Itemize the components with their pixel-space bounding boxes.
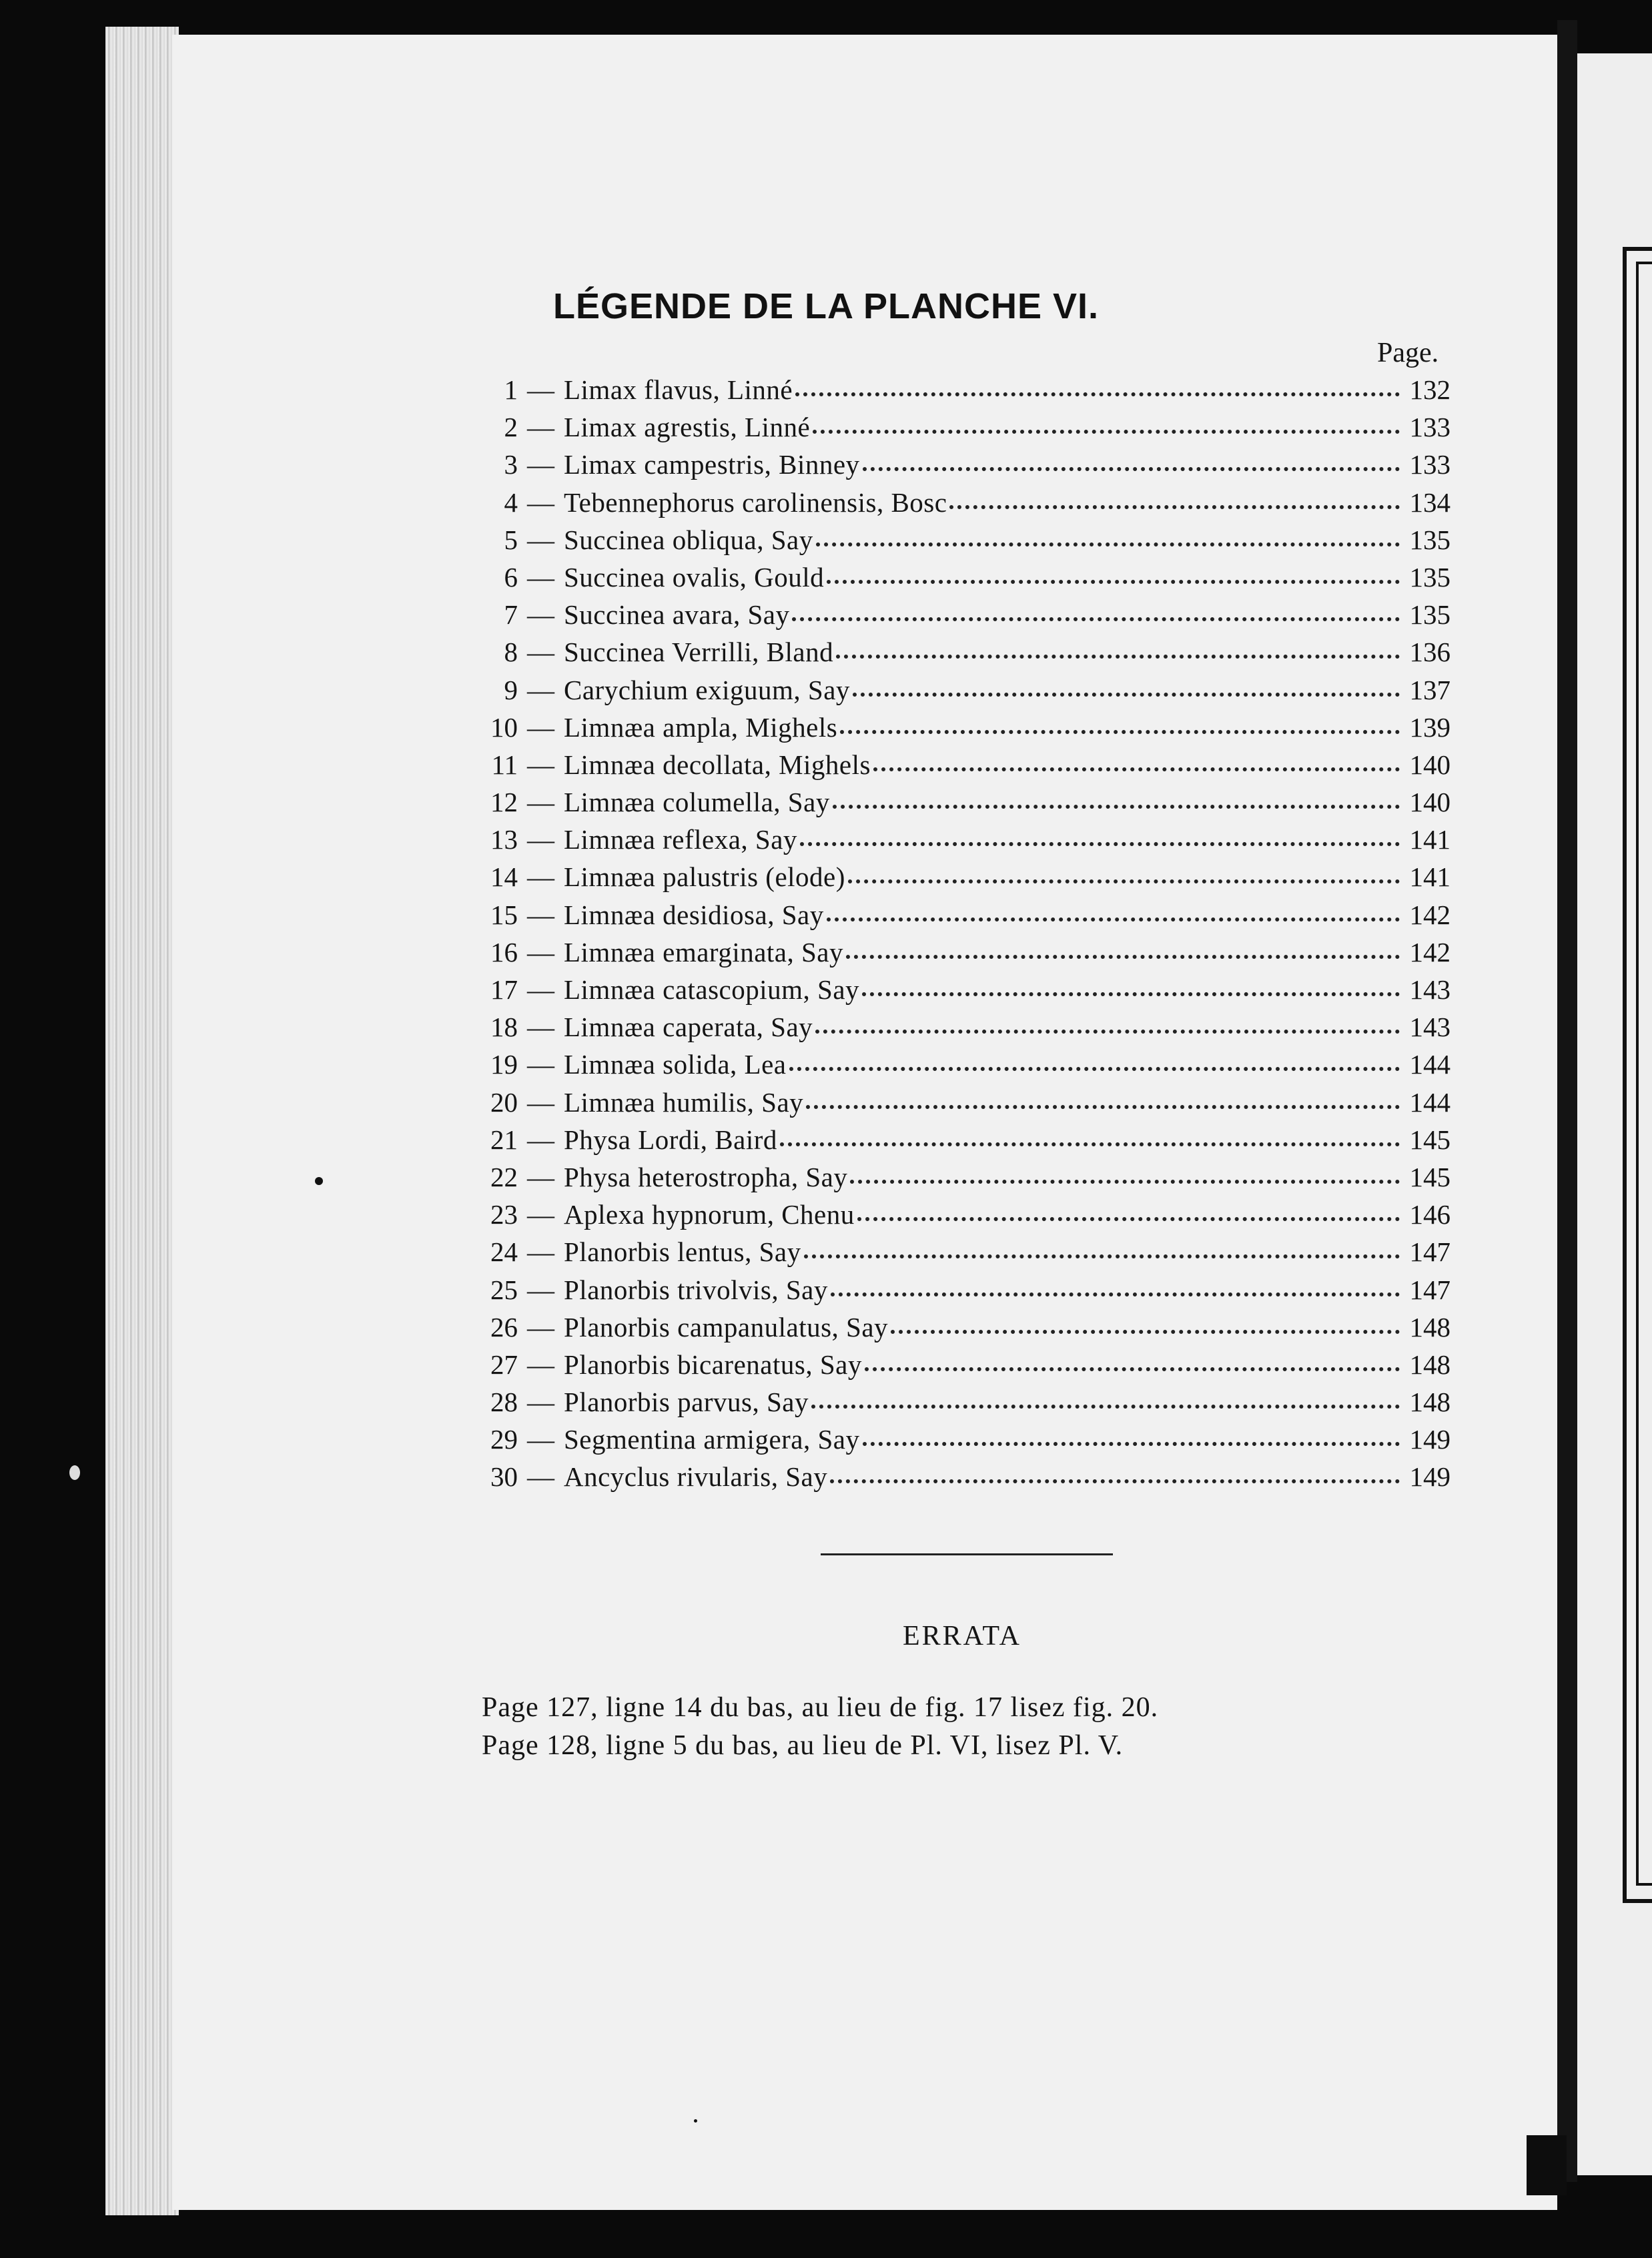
entry-number: 17: [490, 974, 518, 1005]
legend-entry: [480, 974, 1451, 1011]
dot-leader: [949, 505, 1400, 509]
entry-name: Succinea ovalis, Gould: [564, 561, 825, 593]
entry-name: Limnæa columella, Say: [564, 787, 830, 818]
entry-page: 143: [1409, 1012, 1451, 1043]
entry-dash: —: [527, 787, 554, 818]
entry-dash: —: [527, 374, 554, 405]
entry-number: 19: [490, 1049, 518, 1080]
legend-entry: [480, 1011, 1451, 1048]
legend-entry: [480, 786, 1451, 823]
entry-number: 25: [490, 1274, 518, 1305]
legend-entry: [480, 1198, 1451, 1236]
entry-page: 143: [1409, 974, 1451, 1005]
legend-entry: [480, 561, 1451, 599]
entry-name: Limnæa desidiosa, Say: [564, 899, 824, 930]
dot-leader: [862, 992, 1400, 996]
entry-name: Physa Lordi, Baird: [564, 1124, 777, 1155]
entry-page: 137: [1409, 674, 1451, 705]
entry-number: 8: [504, 637, 518, 668]
entry-dash: —: [527, 1274, 554, 1305]
entry-page: 149: [1409, 1461, 1451, 1493]
entry-dash: —: [527, 974, 554, 1005]
entry-page: 133: [1409, 412, 1451, 443]
entry-name: Planorbis trivolvis, Say: [564, 1274, 828, 1305]
entry-name: Limnæa emarginata, Say: [564, 936, 843, 968]
legend-entry: [480, 1349, 1451, 1386]
entry-page: 147: [1409, 1236, 1451, 1268]
dot-leader: [865, 1367, 1400, 1371]
entry-name: Limnæa decollata, Mighels: [564, 749, 871, 780]
dot-leader: [795, 392, 1400, 396]
entry-page: 148: [1409, 1387, 1451, 1418]
ink-speck: [315, 1177, 323, 1185]
entry-number: 9: [504, 674, 518, 705]
entry-number: 21: [490, 1124, 518, 1155]
entry-page: 145: [1409, 1161, 1451, 1192]
legend-entry: [480, 411, 1451, 448]
entry-page: 139: [1409, 711, 1451, 743]
page-corner-shadow: [1527, 2135, 1567, 2195]
legend-entry: [480, 711, 1451, 749]
entry-number: 16: [490, 936, 518, 968]
entry-page: 149: [1409, 1424, 1451, 1455]
entry-page: 135: [1409, 524, 1451, 555]
entry-dash: —: [527, 749, 554, 780]
entry-number: 28: [490, 1387, 518, 1418]
entry-dash: —: [527, 1387, 554, 1418]
entry-name: Planorbis bicarenatus, Say: [564, 1349, 862, 1380]
dot-leader: [780, 1142, 1400, 1146]
page-edges: [105, 27, 179, 2215]
dot-leader: [813, 430, 1400, 434]
entry-dash: —: [527, 1424, 554, 1455]
dot-leader: [873, 767, 1400, 771]
ink-speck: [694, 2119, 697, 2123]
errata-line: Page 128, ligne 5 du bas, au lieu de Pl. VI, lisez Pl. V.: [482, 1730, 1124, 1761]
legend-entry: [480, 599, 1451, 636]
entry-number: 7: [504, 599, 518, 631]
dot-leader: [827, 580, 1400, 584]
entry-name: Planorbis campanulatus, Say: [564, 1311, 889, 1343]
entry-dash: —: [527, 1049, 554, 1080]
entry-number: 6: [504, 561, 518, 593]
entry-page: 142: [1409, 936, 1451, 968]
legend-entry: [480, 1086, 1451, 1124]
entry-name: Limax campestris, Binney: [564, 449, 860, 480]
page-column-header: Page.: [1377, 338, 1439, 368]
entry-page: 141: [1409, 824, 1451, 855]
entry-page: 148: [1409, 1311, 1451, 1343]
dot-leader: [833, 805, 1400, 809]
entry-name: Limnæa ampla, Mighels: [564, 711, 838, 743]
entry-number: 23: [490, 1199, 518, 1230]
entry-dash: —: [527, 524, 554, 555]
dot-leader: [804, 1254, 1400, 1258]
legend-entry: [480, 1048, 1451, 1086]
entry-dash: —: [527, 599, 554, 631]
entry-dash: —: [527, 861, 554, 893]
entry-page: 135: [1409, 561, 1451, 593]
entry-number: 10: [490, 711, 518, 743]
entry-name: Limnæa catascopium, Say: [564, 974, 860, 1005]
legend-entry: [480, 1461, 1451, 1498]
entry-number: 29: [490, 1424, 518, 1455]
dot-leader: [792, 617, 1400, 621]
legend-entry: [480, 1423, 1451, 1461]
legend-entry: [480, 674, 1451, 711]
legend-entry: [480, 749, 1451, 786]
entry-dash: —: [527, 1161, 554, 1192]
entry-page: 148: [1409, 1349, 1451, 1380]
legend-entry: [480, 861, 1451, 898]
entry-dash: —: [527, 824, 554, 855]
entry-name: Ancyclus rivularis, Say: [564, 1461, 828, 1493]
entry-name: Planorbis parvus, Say: [564, 1387, 809, 1418]
entry-number: 1: [504, 374, 518, 405]
entry-dash: —: [527, 1236, 554, 1268]
entry-page: 142: [1409, 899, 1451, 930]
legend-entry: [480, 1161, 1451, 1198]
entry-page: 133: [1409, 449, 1451, 480]
entry-number: 24: [490, 1236, 518, 1268]
entry-dash: —: [527, 1086, 554, 1118]
entry-page: 140: [1409, 749, 1451, 780]
section-divider: [821, 1553, 1113, 1555]
legend-entry: [480, 636, 1451, 673]
entry-dash: —: [527, 637, 554, 668]
entry-page: 147: [1409, 1274, 1451, 1305]
legend-entry: [480, 823, 1451, 861]
entry-name: Limax agrestis, Linné: [564, 412, 811, 443]
entry-name: Segmentina armigera, Say: [564, 1424, 860, 1455]
entry-page: 135: [1409, 599, 1451, 631]
entry-name: Physa heterostropha, Say: [564, 1161, 848, 1192]
legend-entry: [480, 524, 1451, 561]
dot-leader: [806, 1105, 1400, 1109]
entry-page: 136: [1409, 637, 1451, 668]
plate-legend-title: LÉGENDE DE LA PLANCHE VI.: [552, 286, 1100, 326]
entry-dash: —: [527, 1461, 554, 1493]
entry-dash: —: [527, 674, 554, 705]
errata-line: Page 127, ligne 14 du bas, au lieu de fig. 17 lisez fig. 20.: [482, 1692, 1159, 1723]
dot-leader: [811, 1405, 1400, 1409]
legend-entry: [480, 1274, 1451, 1311]
legend-entry: [480, 1311, 1451, 1349]
dot-leader: [863, 467, 1400, 471]
dot-leader: [863, 1442, 1400, 1446]
entry-dash: —: [527, 412, 554, 443]
entry-name: Limnæa solida, Lea: [564, 1049, 787, 1080]
entry-number: 5: [504, 524, 518, 555]
entry-dash: —: [527, 486, 554, 518]
entry-name: Limnæa humilis, Say: [564, 1086, 804, 1118]
dot-leader: [815, 1030, 1400, 1034]
entry-number: 15: [490, 899, 518, 930]
ink-speck: [69, 1465, 80, 1480]
entry-number: 3: [504, 449, 518, 480]
entry-dash: —: [527, 1349, 554, 1380]
entry-number: 22: [490, 1161, 518, 1192]
entry-number: 14: [490, 861, 518, 893]
legend-entry: [480, 899, 1451, 936]
legend-entry: [480, 1236, 1451, 1273]
entry-dash: —: [527, 1012, 554, 1043]
legend-list: [480, 374, 1451, 1499]
entry-page: 134: [1409, 486, 1451, 518]
legend-entry: [480, 1386, 1451, 1423]
dot-leader: [789, 1067, 1400, 1071]
legend-entry: [480, 936, 1451, 974]
entry-dash: —: [527, 711, 554, 743]
dot-leader: [848, 879, 1400, 883]
entry-name: Limnæa reflexa, Say: [564, 824, 797, 855]
entry-number: 20: [490, 1086, 518, 1118]
entry-number: 18: [490, 1012, 518, 1043]
entry-name: Limnæa caperata, Say: [564, 1012, 813, 1043]
entry-page: 141: [1409, 861, 1451, 893]
dot-leader: [850, 1180, 1400, 1184]
entry-page: 146: [1409, 1199, 1451, 1230]
entry-number: 30: [490, 1461, 518, 1493]
entry-name: Carychium exiguum, Say: [564, 674, 850, 705]
legend-entry: [480, 448, 1451, 486]
entry-number: 4: [504, 486, 518, 518]
entry-name: Succinea obliqua, Say: [564, 524, 813, 555]
entry-page: 145: [1409, 1124, 1451, 1155]
entry-dash: —: [527, 449, 554, 480]
errata-heading: ERRATA: [903, 1621, 1021, 1651]
dot-leader: [800, 842, 1400, 846]
dot-leader: [853, 693, 1400, 697]
entry-dash: —: [527, 561, 554, 593]
dot-leader: [846, 955, 1400, 959]
dot-leader: [857, 1217, 1400, 1221]
entry-dash: —: [527, 1124, 554, 1155]
dot-leader: [836, 655, 1400, 659]
entry-dash: —: [527, 899, 554, 930]
entry-name: Limax flavus, Linné: [564, 374, 793, 405]
dot-leader: [840, 730, 1400, 734]
entry-page: 132: [1409, 374, 1451, 405]
entry-dash: —: [527, 1311, 554, 1343]
entry-name: Planorbis lentus, Say: [564, 1236, 801, 1268]
entry-number: 26: [490, 1311, 518, 1343]
entry-number: 12: [490, 787, 518, 818]
entry-page: 140: [1409, 787, 1451, 818]
entry-name: Aplexa hypnorum, Chenu: [564, 1199, 855, 1230]
entry-dash: —: [527, 1199, 554, 1230]
entry-dash: —: [527, 936, 554, 968]
dot-leader: [830, 1479, 1400, 1483]
book-gutter: [1557, 20, 1577, 2182]
dot-leader: [831, 1292, 1400, 1296]
entry-name: Limnæa palustris (elode): [564, 861, 845, 893]
entry-name: Succinea Verrilli, Bland: [564, 637, 834, 668]
legend-entry: [480, 486, 1451, 524]
dot-leader: [891, 1330, 1400, 1334]
entry-name: Tebennephorus carolinensis, Bosc: [564, 486, 947, 518]
entry-number: 27: [490, 1349, 518, 1380]
entry-number: 13: [490, 824, 518, 855]
entry-number: 11: [491, 749, 518, 780]
dot-leader: [827, 917, 1400, 921]
dot-leader: [816, 542, 1400, 546]
legend-entry: [480, 374, 1451, 411]
entry-number: 2: [504, 412, 518, 443]
entry-page: 144: [1409, 1086, 1451, 1118]
entry-page: 144: [1409, 1049, 1451, 1080]
entry-name: Succinea avara, Say: [564, 599, 790, 631]
legend-entry: [480, 1124, 1451, 1161]
